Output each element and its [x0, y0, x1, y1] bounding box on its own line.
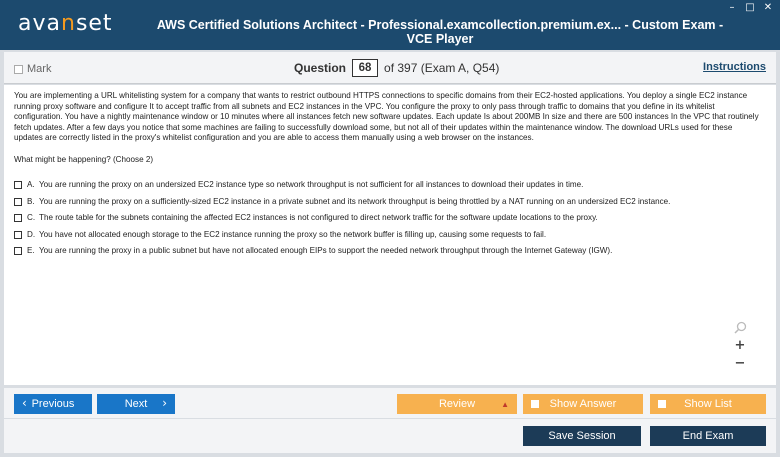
answer-option-e[interactable]: [14, 243, 766, 260]
answer-text: You are running the proxy in a public subnet but have not allocated enough EIPs to support the needed network throughput through the Internet Gateway (IGW).: [39, 246, 613, 255]
next-button[interactable]: [97, 394, 175, 414]
answer-letter: D.: [27, 229, 36, 239]
checkbox-icon[interactable]: [14, 247, 22, 255]
checkbox-icon[interactable]: [14, 181, 22, 189]
save-session-label: Save Session: [548, 430, 616, 442]
zoom-out-button[interactable]: −: [734, 355, 746, 371]
answer-text: You have not allocated enough storage to the EC2 instance running the proxy so the network buffer is filling up, causing some requests to fail.: [39, 229, 547, 239]
show-list-button[interactable]: [650, 394, 766, 414]
question-text: You are implementing a URL whitelisting system for a company that wants to restrict outbound HTTPS connections to specific domains from their EC2-hosted applications. You deploy a single EC2 instance running proxy software and configure It to accept traffic from all subnets and EC2 instances in the VPC. You configure the proxy to only pass through traffic to domains that you define in its whitelist configuration. You have a nightly maintenance window or 10 minutes where all instances fetch new software updates. Each update Is about 200MB In size and there are 500 instances In the VPC that routinely fetch updates. After a few days you notice that some machines are failing to successfully download some, but not all of their updates within the maintenance window. The download URLs used for these updates are correctly listed in the proxy's whitelist configuration and you are able to access them manually using a web browser on the instances.: [14, 91, 759, 142]
answer-letter: B.: [27, 196, 35, 206]
chevron-right-icon: ›: [162, 396, 167, 410]
answer-text: You are running the proxy on an undersized EC2 instance type so network throughput is not sufficient for all instances to download their updates in time.: [39, 180, 584, 189]
minimize-icon[interactable]: –: [729, 2, 735, 13]
magnifier-icon: [732, 321, 748, 336]
window-controls: [726, 3, 774, 13]
checkbox-icon: [531, 400, 539, 408]
title-bar: [0, 0, 780, 50]
checkbox-icon[interactable]: [14, 198, 22, 206]
answer-option-d[interactable]: [14, 227, 766, 244]
zoom-controls: [732, 321, 748, 372]
end-exam-button[interactable]: [650, 426, 766, 446]
show-answer-label: Show Answer: [549, 398, 617, 410]
zoom-in-button[interactable]: +: [734, 337, 746, 353]
close-icon[interactable]: ✕: [763, 2, 773, 13]
review-label: Review: [438, 398, 476, 410]
mark-label: Mark: [27, 63, 52, 75]
answer-letter: E.: [27, 246, 35, 255]
navigation-bar: [4, 388, 776, 418]
answer-option-c[interactable]: [14, 210, 766, 227]
footer-bar: [4, 419, 776, 453]
chevron-left-icon: ‹: [22, 396, 27, 410]
checkbox-icon: [658, 400, 666, 408]
show-answer-button[interactable]: [523, 394, 643, 414]
checkbox-icon[interactable]: [14, 214, 22, 222]
previous-button[interactable]: [14, 394, 92, 414]
caret-up-icon: ▲: [501, 400, 509, 409]
show-list-label: Show List: [684, 398, 732, 410]
question-total: of 397 (Exam A, Q54): [384, 61, 500, 75]
review-button[interactable]: [397, 394, 517, 414]
end-exam-label: End Exam: [682, 430, 734, 442]
instructions-link[interactable]: Instructions: [703, 61, 766, 73]
logo-text-prefix: ava: [18, 11, 61, 36]
logo-text-accent: n: [60, 11, 76, 36]
logo-text-suffix: set: [75, 11, 113, 36]
question-bar: [4, 52, 776, 84]
window-title: AWS Certified Solutions Architect - Professional.examcollection.premium.ex... - Custom Exam - VCE Player: [156, 18, 724, 46]
question-info: [294, 59, 499, 77]
question-label: Question: [294, 61, 347, 75]
app-logo: [18, 11, 113, 36]
question-number-input[interactable]: 68: [352, 59, 378, 77]
answer-text: You are running the proxy on a sufficiently-sized EC2 instance in a private subnet and its network throughput is being throttled by a NAT running on an undersized EC2 instance.: [39, 196, 671, 206]
checkbox-icon: [14, 65, 23, 74]
next-label: Next: [124, 398, 148, 410]
answer-letter: C.: [27, 213, 36, 222]
answer-option-a[interactable]: [14, 177, 766, 194]
question-panel: [4, 85, 776, 385]
checkbox-icon[interactable]: [14, 231, 22, 239]
answer-list: [14, 177, 766, 260]
answer-letter: A.: [27, 180, 35, 189]
question-prompt: What might be happening? (Choose 2): [14, 154, 154, 164]
save-session-button[interactable]: [523, 426, 641, 446]
maximize-icon[interactable]: □: [745, 2, 755, 13]
mark-checkbox[interactable]: [14, 63, 51, 75]
answer-text: The route table for the subnets containing the affected EC2 instances is not configured to direct network traffic for the software update locations to the proxy.: [39, 213, 598, 222]
answer-option-b[interactable]: [14, 194, 766, 211]
previous-label: Previous: [31, 398, 75, 410]
